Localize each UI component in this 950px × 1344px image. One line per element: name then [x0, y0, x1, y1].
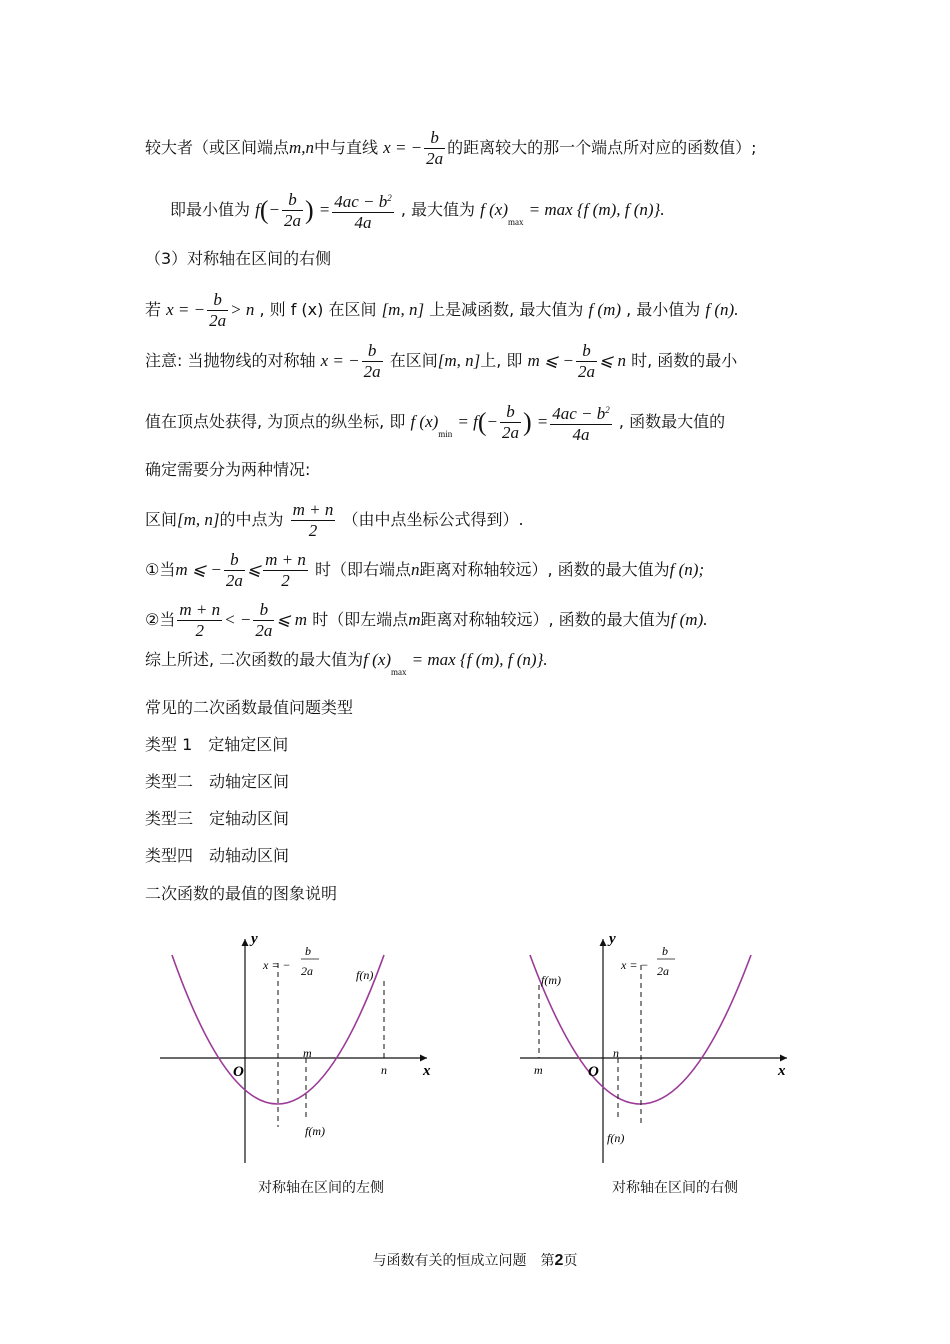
fn-label: f(n)	[607, 1131, 625, 1145]
fm-label: f(m)	[541, 973, 561, 987]
text-line-1: 较大者（或区间端点m,n中与直线 x = − $\frac{b}{2a}$ 的距离较大的那一个端点所对应的函数值）;	[145, 128, 757, 168]
graph-axis-left-of-interval	[155, 925, 445, 1175]
type-2: 类型二 动轴定区间	[145, 772, 290, 791]
x-label: x	[778, 1063, 786, 1079]
graph-axis-right-of-interval	[515, 925, 805, 1175]
section-heading-3: （3）对称轴在区间的右侧	[145, 249, 332, 268]
text-line-11: 综上所述, 二次函数的最大值为f $(x)_{max} = \max \{f$ (m), f (n)}.	[145, 650, 548, 677]
page-number: 2	[554, 1252, 564, 1269]
x-label: x	[423, 1063, 431, 1079]
y-label: y	[251, 931, 258, 947]
svg-text:2a: 2a	[657, 964, 669, 978]
text-line-4: 若 x = − $\frac{b}{2a}$ > n , 则 f (x) 在区间 [m, n] 上是减函数, 最大值为 f (m) , 最小值为 f (n).	[145, 290, 739, 330]
page-footer: 与函数有关的恒成立问题 第2页	[372, 1252, 578, 1269]
fraction-b-2a: $\frac{b}{2a}$	[426, 128, 444, 168]
origin-label: O	[233, 1064, 244, 1080]
origin-label: O	[588, 1064, 599, 1080]
text-line-7: 确定需要分为两种情况:	[145, 460, 311, 479]
text-line-2: 即最小值为 f(− $\frac{b}{2a}$ ) = $\frac{4ac - b^2}{4a}$ , 最大值为 f $(x)_{max} = \max \{f$ (m), f (n)}.	[170, 190, 665, 232]
axis-eq-label: x = −	[621, 958, 649, 972]
section-heading-types: 常见的二次函数最值问题类型	[145, 698, 354, 717]
text-line-10: ②当 $\frac{m + n}{2}$ < − $\frac{b}{2a}$ ⩽ m 时（即左端点m距离对称轴较远）, 函数的最大值为f (m).	[145, 600, 708, 640]
svg-text:2a: 2a	[301, 964, 313, 978]
type-3: 类型三 定轴动区间	[145, 809, 290, 828]
text-line-6: 值在顶点处获得, 为顶点的纵坐标, 即 f $(x)_{min} = f(-$ $\frac{b}{2a}$ ) = $\frac{4ac - b^2}{4a}$ , 函数最大值的	[145, 402, 726, 444]
caption-right: 对称轴在区间的右侧	[612, 1181, 738, 1196]
section-heading-graphs: 二次函数的最值的图象说明	[145, 884, 338, 903]
fm-label: f(m)	[305, 1124, 325, 1138]
svg-text:b: b	[305, 944, 311, 958]
type-1: 类型 1 定轴定区间	[145, 735, 289, 754]
n-label: n	[613, 1046, 619, 1060]
text-line-9: ①当m ⩽ − $\frac{b}{2a}$ ⩽ $\frac{m + n}{2}$ 时（即右端点n距离对称轴较远）, 函数的最大值为f (n);	[145, 550, 705, 590]
n-label: n	[381, 1063, 387, 1077]
fn-label: f(n)	[356, 968, 374, 982]
m-label: m	[303, 1046, 312, 1060]
type-4: 类型四 动轴动区间	[145, 846, 290, 865]
axis-eq-label: x = −	[263, 958, 291, 972]
text-line-8: 区间[m, n]的中点为 $\frac{m + n}{2}$ （由中点坐标公式得到）.	[145, 500, 524, 540]
caption-left: 对称轴在区间的左侧	[258, 1181, 384, 1196]
m-label: m	[534, 1063, 543, 1077]
text-line-5: 注意: 当抛物线的对称轴 x = − $\frac{b}{2a}$ 在区间[m, n]上, 即 m ⩽ − $\frac{b}{2a}$ ⩽ n 时, 函数的最小	[145, 341, 738, 381]
y-label: y	[609, 931, 616, 947]
svg-text:b: b	[662, 944, 668, 958]
